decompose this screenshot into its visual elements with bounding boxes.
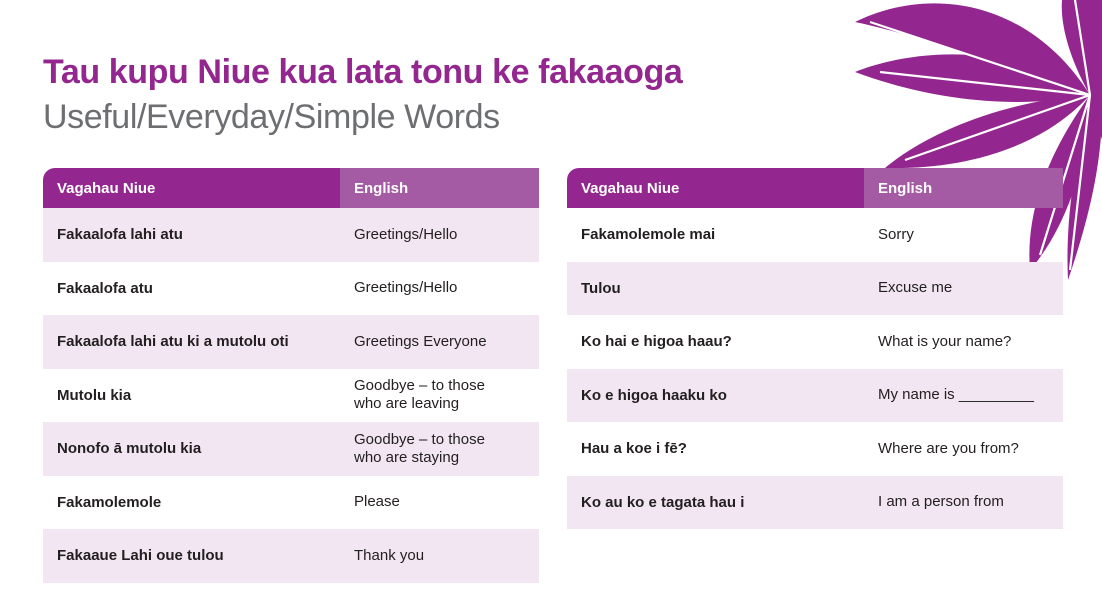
- column-header-niue: Vagahau Niue: [567, 168, 864, 208]
- niue-phrase: Tulou: [581, 279, 621, 297]
- vocabulary-table-left: [43, 168, 539, 583]
- niue-phrase: Fakaalofa atu: [57, 279, 153, 297]
- english-translation: Please: [354, 493, 400, 511]
- niue-phrase: Ko au ko e tagata hau i: [581, 493, 745, 511]
- table-row: [43, 476, 539, 530]
- table-row: [43, 208, 539, 262]
- english-translation: My name is _________: [878, 386, 1034, 404]
- column-header-english: English: [864, 168, 1063, 208]
- english-translation: Excuse me: [878, 279, 953, 297]
- english-translation: Greetings/Hello: [354, 279, 458, 297]
- english-translation: I am a person from: [878, 493, 1004, 511]
- column-header-niue: Vagahau Niue: [43, 168, 340, 208]
- english-translation: Goodbye – to those who are leaving: [354, 377, 485, 413]
- column-header-english: English: [340, 168, 539, 208]
- page-subtitle: Useful/Everyday/Simple Words: [43, 98, 500, 136]
- page-title: Tau kupu Niue kua lata tonu ke fakaaoga: [43, 53, 683, 91]
- english-translation: Thank you: [354, 546, 425, 564]
- english-translation: What is your name?: [878, 332, 1012, 350]
- table-header: [567, 168, 1063, 208]
- niue-phrase: Ko e higoa haaku ko: [581, 386, 727, 404]
- vocabulary-table-right: [567, 168, 1063, 529]
- english-translation: Goodbye – to those who are staying: [354, 430, 485, 466]
- table-row: [43, 422, 539, 476]
- table-row: [43, 529, 539, 583]
- table-row: [567, 262, 1063, 316]
- table-row: [43, 369, 539, 423]
- english-translation: Greetings/Hello: [354, 225, 458, 243]
- niue-phrase: Hau a koe i fē?: [581, 440, 687, 458]
- table-row: [567, 208, 1063, 262]
- table-row: [43, 315, 539, 369]
- niue-phrase: Mutolu kia: [57, 386, 132, 404]
- english-translation: Sorry: [878, 225, 914, 243]
- niue-phrase: Fakamolemole: [57, 493, 162, 511]
- table-row: [43, 262, 539, 316]
- niue-phrase: Fakaalofa lahi atu: [57, 226, 183, 244]
- english-translation: Greetings Everyone: [354, 332, 487, 350]
- niue-phrase: Fakamolemole mai: [581, 226, 716, 244]
- table-row: [567, 422, 1063, 476]
- niue-phrase: Fakaaue Lahi oue tulou: [57, 547, 224, 565]
- niue-phrase: Nonofo ā mutolu kia: [57, 440, 202, 458]
- table-row: [567, 476, 1063, 530]
- niue-phrase: Fakaalofa lahi atu ki a mutolu oti: [57, 333, 289, 351]
- niue-phrase: Ko hai e higoa haau?: [581, 333, 732, 351]
- english-translation: Where are you from?: [878, 439, 1019, 457]
- table-row: [567, 315, 1063, 369]
- table-header: [43, 168, 539, 208]
- table-row: [567, 369, 1063, 423]
